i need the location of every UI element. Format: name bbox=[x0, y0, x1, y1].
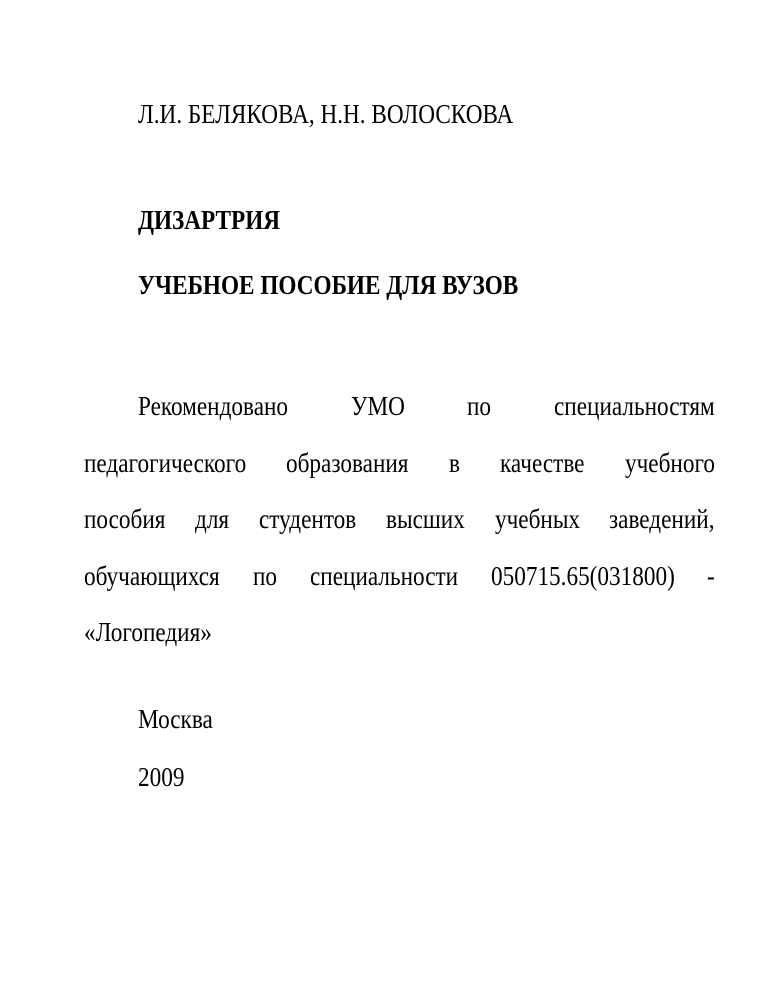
recommendation-word: учебного bbox=[624, 447, 715, 478]
authors: Л.И. БЕЛЯКОВА, Н.Н. ВОЛОСКОВА bbox=[138, 99, 514, 129]
publication-city: Москва bbox=[138, 704, 213, 734]
recommendation-line-5 bbox=[84, 604, 715, 661]
recommendation-line-1 bbox=[84, 378, 715, 435]
recommendation-word: - bbox=[707, 560, 715, 591]
recommendation-line-2 bbox=[84, 435, 715, 492]
recommendation-word: специальности bbox=[309, 560, 458, 591]
recommendation-word: для bbox=[195, 504, 230, 534]
publication-year: 2009 bbox=[138, 762, 185, 792]
recommendation-word: 050715.65(031800) bbox=[490, 560, 675, 591]
recommendation-word: учебных bbox=[494, 504, 580, 534]
book-subtitle: УЧЕБНОЕ ПОСОБИЕ ДЛЯ ВУЗОВ bbox=[138, 270, 519, 300]
recommendation-word: качестве bbox=[500, 447, 585, 478]
recommendation-word: студентов bbox=[259, 504, 357, 534]
recommendation-word: обучающихся bbox=[84, 560, 220, 591]
recommendation-word: Рекомендовано bbox=[138, 391, 289, 421]
recommendation-word: в bbox=[449, 447, 461, 478]
recommendation-word: специальностям bbox=[554, 391, 715, 421]
recommendation-word: высших bbox=[386, 504, 465, 534]
recommendation-word: заведений, bbox=[609, 504, 715, 534]
recommendation-word: педагогического bbox=[84, 447, 247, 478]
recommendation-word: УМО bbox=[350, 391, 405, 421]
recommendation-word: пособия bbox=[84, 504, 166, 534]
recommendation-word: образования bbox=[286, 447, 409, 478]
recommendation-line-4 bbox=[84, 548, 715, 605]
recommendation-word: по bbox=[252, 560, 277, 591]
recommendation-line-5-text: «Логопедия» bbox=[84, 617, 212, 647]
recommendation-word: по bbox=[467, 391, 492, 421]
book-title: ДИЗАРТРИЯ bbox=[138, 205, 281, 235]
recommendation-line-3 bbox=[84, 491, 715, 548]
recommendation-paragraph bbox=[84, 378, 715, 661]
